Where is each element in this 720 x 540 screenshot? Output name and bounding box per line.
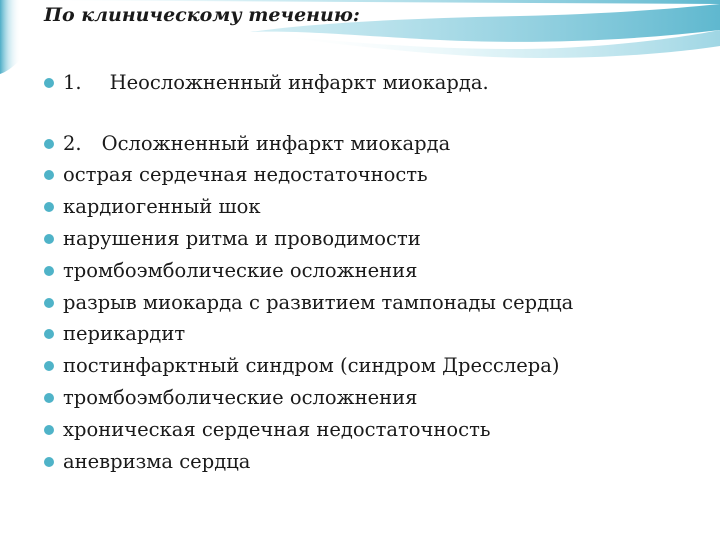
item-text: тромбоэмболические осложнения xyxy=(63,386,418,409)
list-item xyxy=(44,226,421,252)
list-item xyxy=(44,321,185,347)
bullet-icon xyxy=(44,425,54,435)
list-item xyxy=(44,353,560,379)
bullet-icon xyxy=(44,78,54,88)
bullet-icon xyxy=(44,457,54,467)
list-item xyxy=(44,162,428,188)
bullet-icon xyxy=(44,266,54,276)
item-text: нарушения ритма и проводимости xyxy=(63,227,421,250)
list-item xyxy=(44,290,573,316)
list-item xyxy=(44,70,489,96)
item-text: Осложненный инфаркт миокарда xyxy=(101,132,451,155)
bullet-icon xyxy=(44,234,54,244)
bullet-icon xyxy=(44,202,54,212)
bullet-icon xyxy=(44,361,54,371)
item-text: кардиогенный шок xyxy=(63,195,261,218)
list-item xyxy=(44,449,250,475)
bullet-icon xyxy=(44,329,54,339)
item-text: перикардит xyxy=(63,322,186,345)
item-text: постинфарктный синдром (синдром Дресслера) xyxy=(63,354,560,377)
list-item xyxy=(44,417,491,443)
bullet-icon xyxy=(44,393,54,403)
bullet-icon xyxy=(44,298,54,308)
list-item xyxy=(44,131,450,157)
bullet-icon xyxy=(44,139,54,149)
item-text: тромбоэмболические осложнения xyxy=(63,259,418,282)
item-text: Неосложненный инфаркт миокарда. xyxy=(109,71,489,94)
item-text: аневризма сердца xyxy=(63,450,251,473)
bullet-icon xyxy=(44,170,54,180)
item-text: разрыв миокарда с развитием тампонады сердца xyxy=(63,291,574,314)
item-number: 1. xyxy=(63,71,82,94)
list-item xyxy=(44,385,417,411)
item-number: 2. xyxy=(63,132,82,155)
list-item xyxy=(44,258,417,284)
slide-title: По клиническому течению: xyxy=(44,4,360,26)
item-text: хроническая сердечная недостаточность xyxy=(63,418,491,441)
list-item xyxy=(44,194,261,220)
item-text: острая сердечная недостаточность xyxy=(63,163,428,186)
